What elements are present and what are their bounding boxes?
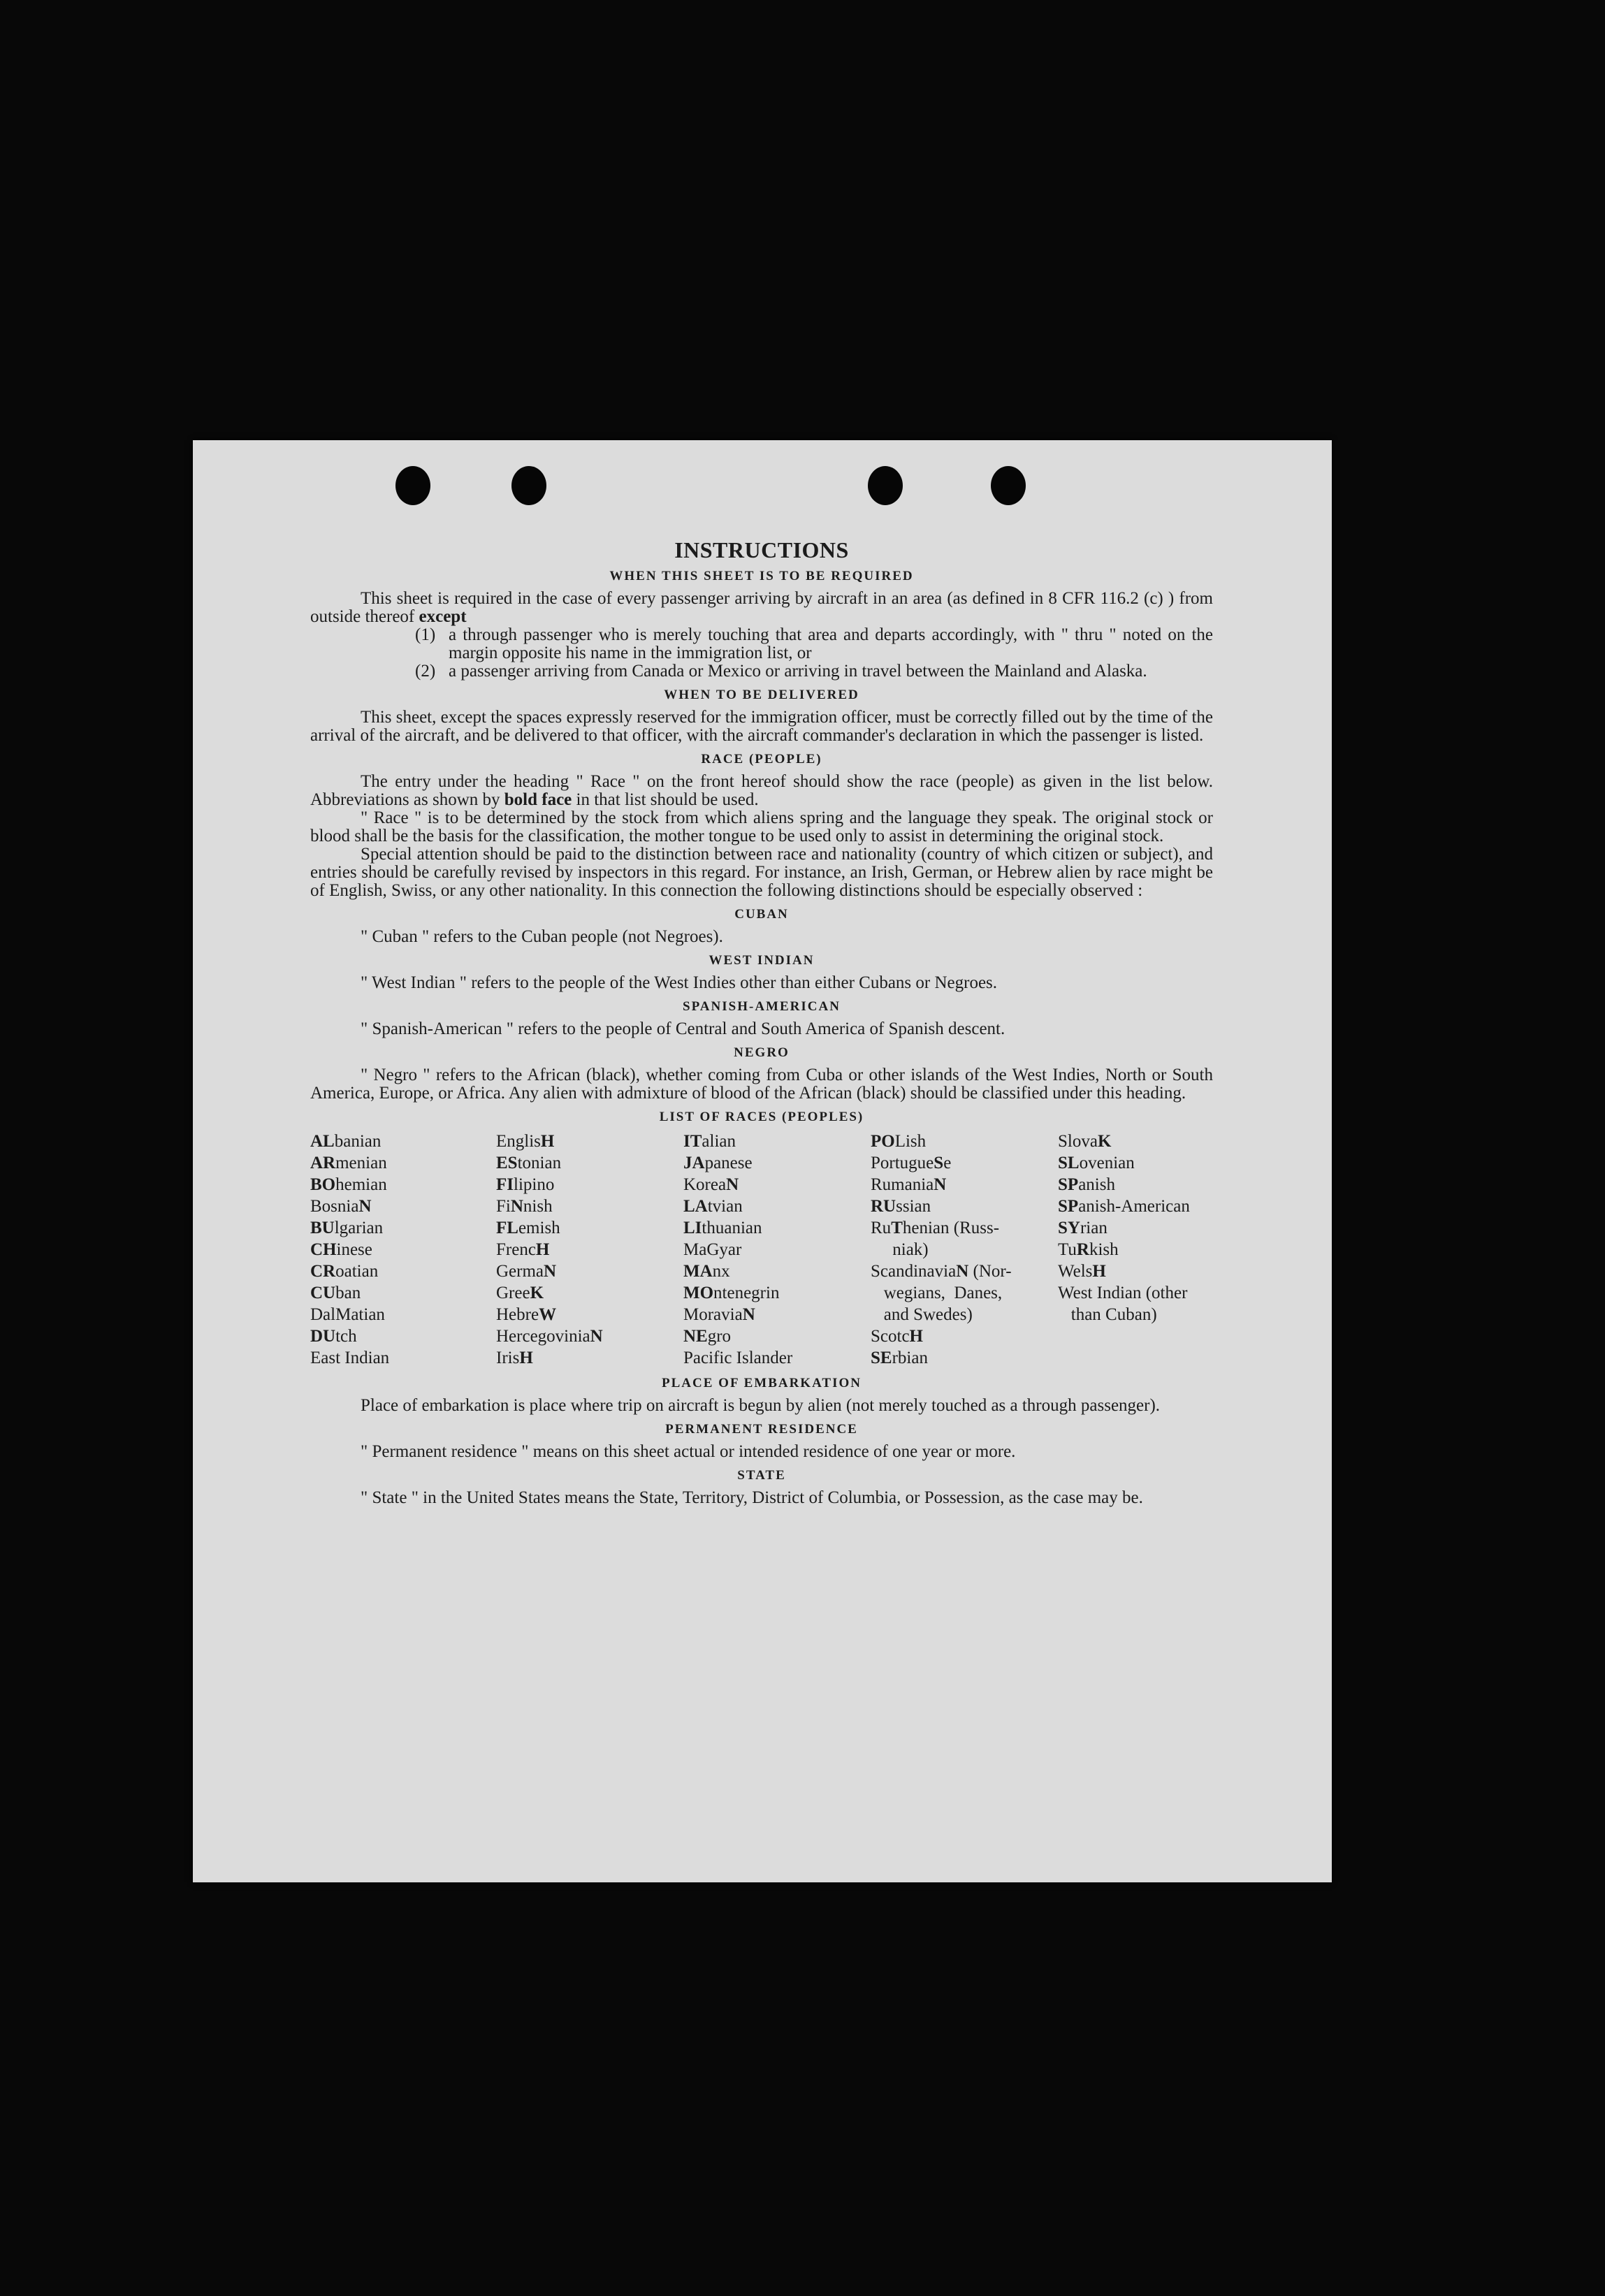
- race-entry: niak): [871, 1240, 929, 1259]
- races-list: [310, 1131, 1213, 1369]
- race-entry: FiNnish: [496, 1197, 553, 1216]
- races-column: [1058, 1131, 1213, 1369]
- race-entry: ScandinaviaN (Nor-: [871, 1262, 1012, 1281]
- race-entry: than Cuban): [1058, 1305, 1157, 1324]
- state-paragraph: " State " in the United States means the State, Territory, District of Columbia, or Possession, as the case may be.: [361, 1488, 1143, 1507]
- race-entry: and Swedes): [871, 1305, 973, 1324]
- race-entry: GreeK: [496, 1284, 544, 1302]
- cuban-paragraph: " Cuban " refers to the Cuban people (not Negroes).: [361, 927, 723, 946]
- race-entry: HebreW: [496, 1305, 557, 1324]
- required-item-1: (1) a through passenger who is merely touching that area and departs accordingly, with " thru " noted on the margin opposite his name in the immigration list, or: [415, 625, 1213, 662]
- section-heading-residence: PERMANENT RESIDENCE: [665, 1422, 858, 1437]
- race-entry: Pacific Islander: [683, 1349, 793, 1367]
- punch-hole: [395, 466, 430, 505]
- races-column: [310, 1131, 496, 1369]
- races-column: [683, 1131, 871, 1369]
- section-heading-cuban: CUBAN: [734, 907, 789, 922]
- race-entry: East Indian: [310, 1349, 390, 1367]
- section-heading-embarkation: PLACE OF EMBARKATION: [662, 1376, 862, 1390]
- race-entry: wegians, Danes,: [871, 1284, 1003, 1302]
- race-entry: FIlipino: [496, 1175, 555, 1194]
- race-entry: GermaN: [496, 1262, 557, 1281]
- race-paragraph-2: " Race " is to be determined by the stock from which aliens spring and the language they speak. The original stock or blood shall be the basis for the classification, the mother tongue to be used only to assist in determining the original stock.: [310, 808, 1213, 845]
- punch-hole: [991, 466, 1026, 505]
- punch-hole: [511, 466, 546, 505]
- section-heading-races: LIST OF RACES (PEOPLES): [659, 1110, 864, 1124]
- race-entry: SLovenian: [1058, 1154, 1135, 1172]
- race-entry: EnglisH: [496, 1132, 555, 1151]
- negro-paragraph: " Negro " refers to the African (black), whether coming from Cuba or other islands of the West Indies, North or South America, Europe, or Africa. Any alien with admixture of blood of the African (black) should be classified under this heading.: [310, 1066, 1213, 1103]
- race-entry: HercegoviniaN: [496, 1327, 603, 1346]
- race-entry: MaGyar: [683, 1240, 742, 1259]
- race-entry: RumaniaN: [871, 1175, 947, 1194]
- race-paragraph-3: Special attention should be paid to the distinction between race and nationality (country of which citizen or subject), and entries should be carefully revised by inspectors in this regard. For instance, an Irish, German, or Hebrew alien by race might be of English, Swiss, or any other nationality. In this connection the following distinctions should be especially observed :: [310, 845, 1213, 900]
- race-entry: SErbian: [871, 1349, 928, 1367]
- race-entry: POLish: [871, 1132, 927, 1151]
- spanish-american-paragraph: " Spanish-American " refers to the people of Central and South America of Spanish descent.: [361, 1019, 1005, 1038]
- section-heading-race: RACE (PEOPLE): [701, 752, 822, 766]
- races-column: [871, 1131, 1058, 1369]
- race-entry: LIthuanian: [683, 1219, 762, 1237]
- race-entry: LAtvian: [683, 1197, 743, 1216]
- race-entry: WelsH: [1058, 1262, 1106, 1281]
- race-entry: PortugueSe: [871, 1154, 952, 1172]
- race-entry: CHinese: [310, 1240, 372, 1259]
- section-heading-negro: NEGRO: [734, 1045, 790, 1060]
- race-entry: EStonian: [496, 1154, 562, 1172]
- document-page: [193, 440, 1332, 1882]
- west-indian-paragraph: " West Indian " refers to the people of the West Indies other than either Cubans or Negroes.: [361, 973, 998, 992]
- race-entry: FLemish: [496, 1219, 560, 1237]
- race-entry: DUtch: [310, 1327, 357, 1346]
- race-entry: ITalian: [683, 1132, 736, 1151]
- delivered-paragraph: This sheet, except the spaces expressly reserved for the immigration officer, must be correctly filled out by the time of the arrival of the aircraft, and be delivered to that officer, with the aircraft commander's declaration in which the passenger is listed.: [310, 708, 1213, 745]
- section-heading-required: WHEN THIS SHEET IS TO BE REQUIRED: [609, 569, 914, 583]
- race-entry: MoraviaN: [683, 1305, 755, 1324]
- document-content: [310, 538, 1213, 1507]
- race-entry: West Indian (other: [1058, 1284, 1188, 1302]
- race-entry: ARmenian: [310, 1154, 387, 1172]
- race-entry: SPanish: [1058, 1175, 1115, 1194]
- race-entry: ALbanian: [310, 1132, 382, 1151]
- section-heading-state: STATE: [737, 1468, 786, 1483]
- race-entry: NEgro: [683, 1327, 732, 1346]
- race-entry: TuRkish: [1058, 1240, 1119, 1259]
- race-entry: ScotcH: [871, 1327, 923, 1346]
- race-entry: RUssian: [871, 1197, 931, 1216]
- race-entry: RuThenian (Russ-: [871, 1219, 1000, 1237]
- race-entry: BOhemian: [310, 1175, 387, 1194]
- race-entry: IrisH: [496, 1349, 533, 1367]
- race-entry: SPanish-American: [1058, 1197, 1190, 1216]
- race-entry: CRoatian: [310, 1262, 379, 1281]
- race-entry: FrencH: [496, 1240, 550, 1259]
- required-item-2: (2) a passenger arriving from Canada or Mexico or arriving in travel between the Mainland and Alaska.: [415, 662, 1147, 681]
- race-entry: MOntenegrin: [683, 1284, 780, 1302]
- embarkation-paragraph: Place of embarkation is place where trip on aircraft is begun by alien (not merely touched as a through passenger).: [361, 1396, 1161, 1415]
- race-entry: CUban: [310, 1284, 361, 1302]
- required-paragraph: This sheet is required in the case of every passenger arriving by aircraft in an area (as defined in 8 CFR 116.2 (c) ) from outside thereof except: [310, 589, 1213, 626]
- race-entry: BUlgarian: [310, 1219, 384, 1237]
- residence-paragraph: " Permanent residence " means on this sheet actual or intended residence of one year or more.: [361, 1442, 1016, 1461]
- race-entry: SlovaK: [1058, 1132, 1112, 1151]
- section-heading-delivered: WHEN TO BE DELIVERED: [664, 688, 859, 702]
- punch-hole: [868, 466, 903, 505]
- race-entry: DalMatian: [310, 1305, 385, 1324]
- race-paragraph-1: The entry under the heading " Race " on the front hereof should show the race (people) as given in the list below. Abbreviations as shown by bold face in that list should be used.: [310, 772, 1213, 809]
- race-entry: BosniaN: [310, 1197, 372, 1216]
- section-heading-spanish-american: SPANISH-AMERICAN: [683, 999, 841, 1014]
- race-entry: KoreaN: [683, 1175, 739, 1194]
- page-title: INSTRUCTIONS: [674, 537, 849, 562]
- section-heading-west-indian: WEST INDIAN: [709, 953, 815, 968]
- races-column: [496, 1131, 683, 1369]
- race-entry: JApanese: [683, 1154, 753, 1172]
- race-entry: MAnx: [683, 1262, 730, 1281]
- race-entry: SYrian: [1058, 1219, 1107, 1237]
